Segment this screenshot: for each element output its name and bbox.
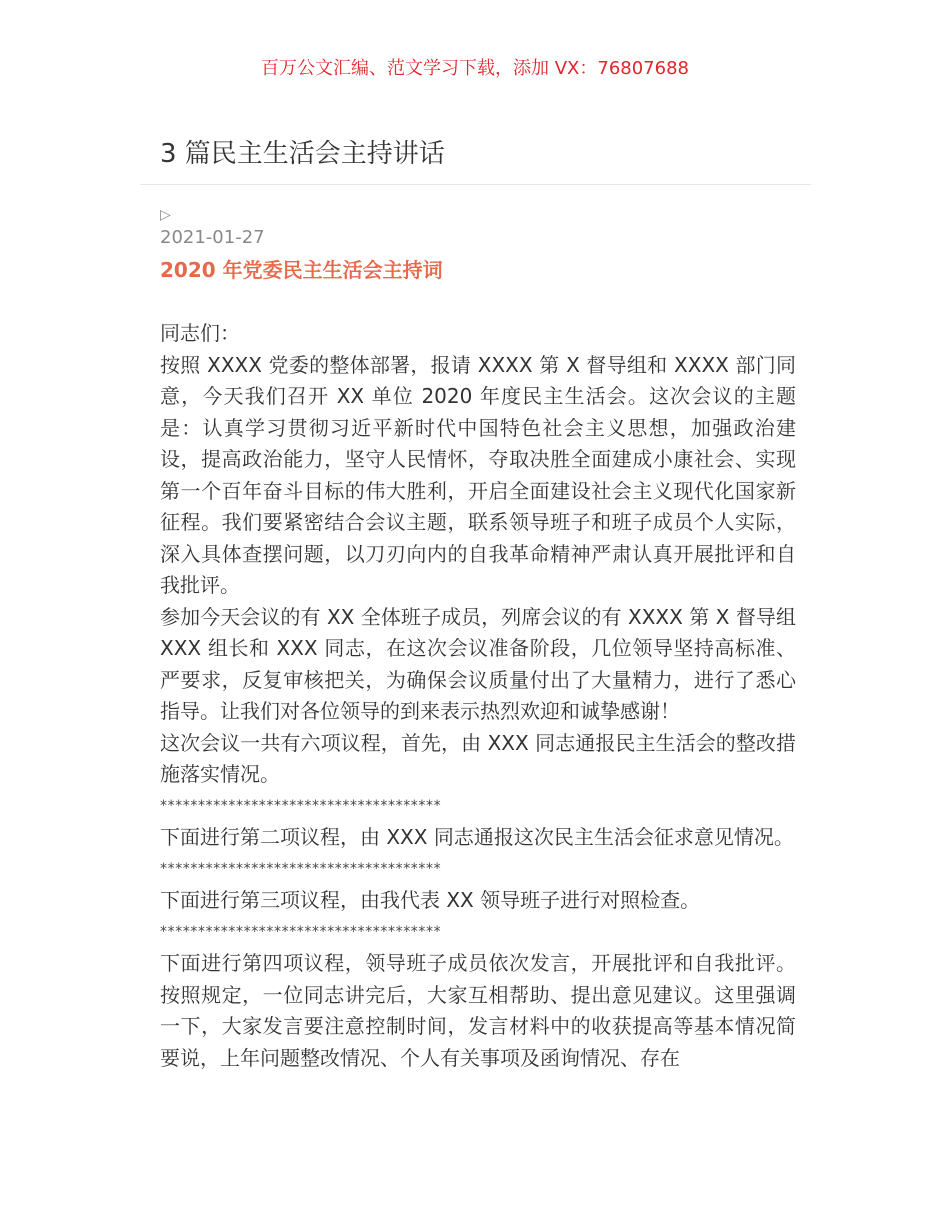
body-paragraph: 按照 XXXX 党委的整体部署，报请 XXXX 第 X 督导组和 XXXX 部门同意，今天我们召开 XX 单位 2020 年度民主生活会。这次会议的主题是：认真学习贯彻习近平新时代中国特色社会主义思想，加强政治建设，提高政治能力，坚守人民情怀，夺取决胜全面建成小康社会、实现第一个百年奋斗目标的伟大胜利，开启全面建设社会主义现代化国家新征程。我们要紧密结合会议主题，联系领导班子和班子成员个人实际，深入具体查摆问题，以刀刃向内的自我革命精神严肃认真开展批评和自我批评。 <box>160 352 796 597</box>
play-icon[interactable]: ▷ <box>160 207 171 223</box>
body-paragraph: 下面进行第三项议程，由我代表 XX 领导班子进行对照检查。 <box>160 888 701 912</box>
asterisk-separator: ************************************* <box>160 797 442 814</box>
asterisk-separator: ************************************* <box>160 923 442 940</box>
body-paragraph: 下面进行第二项议程，由 XXX 同志通报这次民主生活会征求意见情况。 <box>160 825 794 849</box>
article-body <box>160 318 796 1074</box>
greeting-paragraph: 同志们： <box>160 321 240 345</box>
article-title: 3 篇民主生活会主持讲话 <box>160 139 445 169</box>
body-paragraph: 这次会议一共有六项议程，首先，由 XXX 同志通报民主生活会的整改措施落实情况。 <box>160 730 796 786</box>
post-date: 2021-01-27 <box>160 227 265 248</box>
header-banner: 百万公文汇编、范文学习下载，添加 VX：76807688 <box>261 58 689 79</box>
body-paragraph: 参加今天会议的有 XX 全体班子成员，列席会议的有 XXXX 第 X 督导组 XXX 组长和 XXX 同志，在这次会议准备阶段，几位领导坚持高标准、严要求，反复审核把关，为确保会议质量付出了大量精力，进行了悉心指导。让我们对各位领导的到来表示热烈欢迎和诚挚感谢！ <box>160 604 796 723</box>
title-divider <box>140 184 811 185</box>
body-paragraph: 下面进行第四项议程，领导班子成员依次发言，开展批评和自我批评。按照规定，一位同志讲完后，大家互相帮助、提出意见建议。这里强调一下，大家发言要注意控制时间，发言材料中的收获提高等基本情况简要说，上年问题整改情况、个人有关事项及函询情况、存在 <box>160 951 796 1070</box>
section-heading: 2020 年党委民主生活会主持词 <box>160 258 443 282</box>
asterisk-separator: ************************************* <box>160 860 442 877</box>
